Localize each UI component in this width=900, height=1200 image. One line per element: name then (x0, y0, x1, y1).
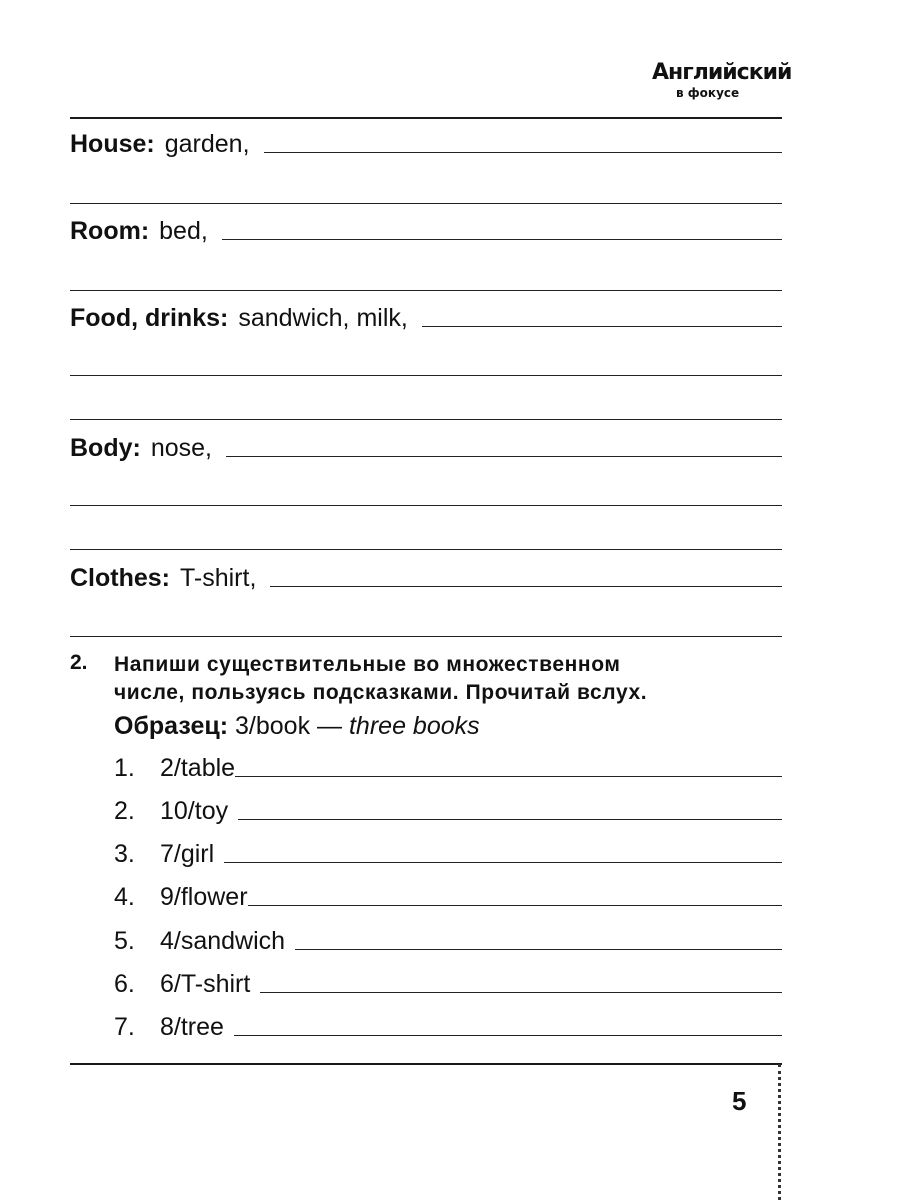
answer-line[interactable] (238, 819, 782, 820)
bottom-rule (70, 1063, 782, 1065)
item-prompt: 7/girl (160, 840, 215, 868)
category-label: Food, drinks: (70, 304, 229, 332)
top-rule (70, 117, 782, 119)
item-prompt: 10/toy (160, 797, 229, 825)
item-prompt: 4/sandwich (160, 927, 286, 955)
category-examples: bed, (159, 217, 208, 245)
category-examples: sandwich, milk, (238, 304, 408, 332)
task-instruction-line: числе, пользуясь подсказками. Прочитай вслух. (114, 681, 648, 704)
answer-line[interactable] (70, 505, 782, 506)
item-prompt: 6/T-shirt (160, 970, 251, 998)
answer-line[interactable] (224, 862, 782, 863)
logo-title: Английский (652, 60, 792, 85)
exercise-item (114, 970, 782, 999)
category-label: House: (70, 130, 155, 158)
item-number: 6. (114, 970, 135, 998)
item-number: 1. (114, 754, 135, 782)
exercise-item (114, 840, 782, 869)
answer-line[interactable] (70, 549, 782, 550)
item-number: 5. (114, 927, 135, 955)
item-number: 2. (114, 797, 135, 825)
exercise-item (114, 797, 782, 826)
task-instructions (114, 651, 782, 707)
answer-line[interactable] (70, 203, 782, 204)
answer-line[interactable] (70, 636, 782, 637)
item-number: 4. (114, 883, 135, 911)
answer-line[interactable] (70, 290, 782, 291)
category-house (70, 130, 782, 159)
sample-given: 3/book — (235, 712, 343, 740)
answer-line[interactable] (422, 326, 782, 327)
category-body (70, 434, 782, 463)
sample-label: Образец: (114, 712, 229, 740)
book-logo (652, 60, 792, 104)
answer-line[interactable] (260, 992, 782, 993)
logo-subtitle: в фокусе (676, 86, 740, 100)
answer-line[interactable] (270, 586, 782, 587)
exercise-item (114, 883, 782, 912)
item-prompt: 9/flower (160, 883, 248, 911)
category-label: Room: (70, 217, 150, 245)
answer-line[interactable] (295, 949, 782, 950)
answer-line[interactable] (264, 152, 782, 153)
page-number: 5 (732, 1086, 747, 1116)
answer-line[interactable] (222, 239, 782, 240)
category-label: Body: (70, 434, 141, 462)
category-label: Clothes: (70, 564, 170, 592)
category-room (70, 217, 782, 246)
item-number: 7. (114, 1013, 135, 1041)
item-prompt: 8/tree (160, 1013, 224, 1041)
answer-line[interactable] (248, 905, 782, 906)
exercise-item (114, 754, 782, 783)
sample-answer: three books (348, 712, 480, 740)
exercise-item (114, 1013, 782, 1042)
item-number: 3. (114, 840, 135, 868)
category-clothes (70, 564, 782, 593)
item-prompt: 2/table (160, 754, 236, 782)
answer-line[interactable] (234, 1035, 782, 1036)
sample (114, 712, 480, 741)
category-food-drinks (70, 304, 782, 333)
category-examples: nose, (150, 434, 212, 462)
answer-line[interactable] (226, 456, 782, 457)
task-instruction-line: Напиши существительные во множественном (114, 653, 621, 676)
category-examples: T-shirt, (180, 564, 257, 592)
answer-line[interactable] (235, 776, 782, 777)
category-examples: garden, (164, 130, 250, 158)
exercise-item (114, 927, 782, 956)
answer-line[interactable] (70, 419, 782, 420)
dotted-cut-line (778, 1064, 781, 1200)
task-number: 2. (70, 651, 88, 674)
answer-line[interactable] (70, 375, 782, 376)
